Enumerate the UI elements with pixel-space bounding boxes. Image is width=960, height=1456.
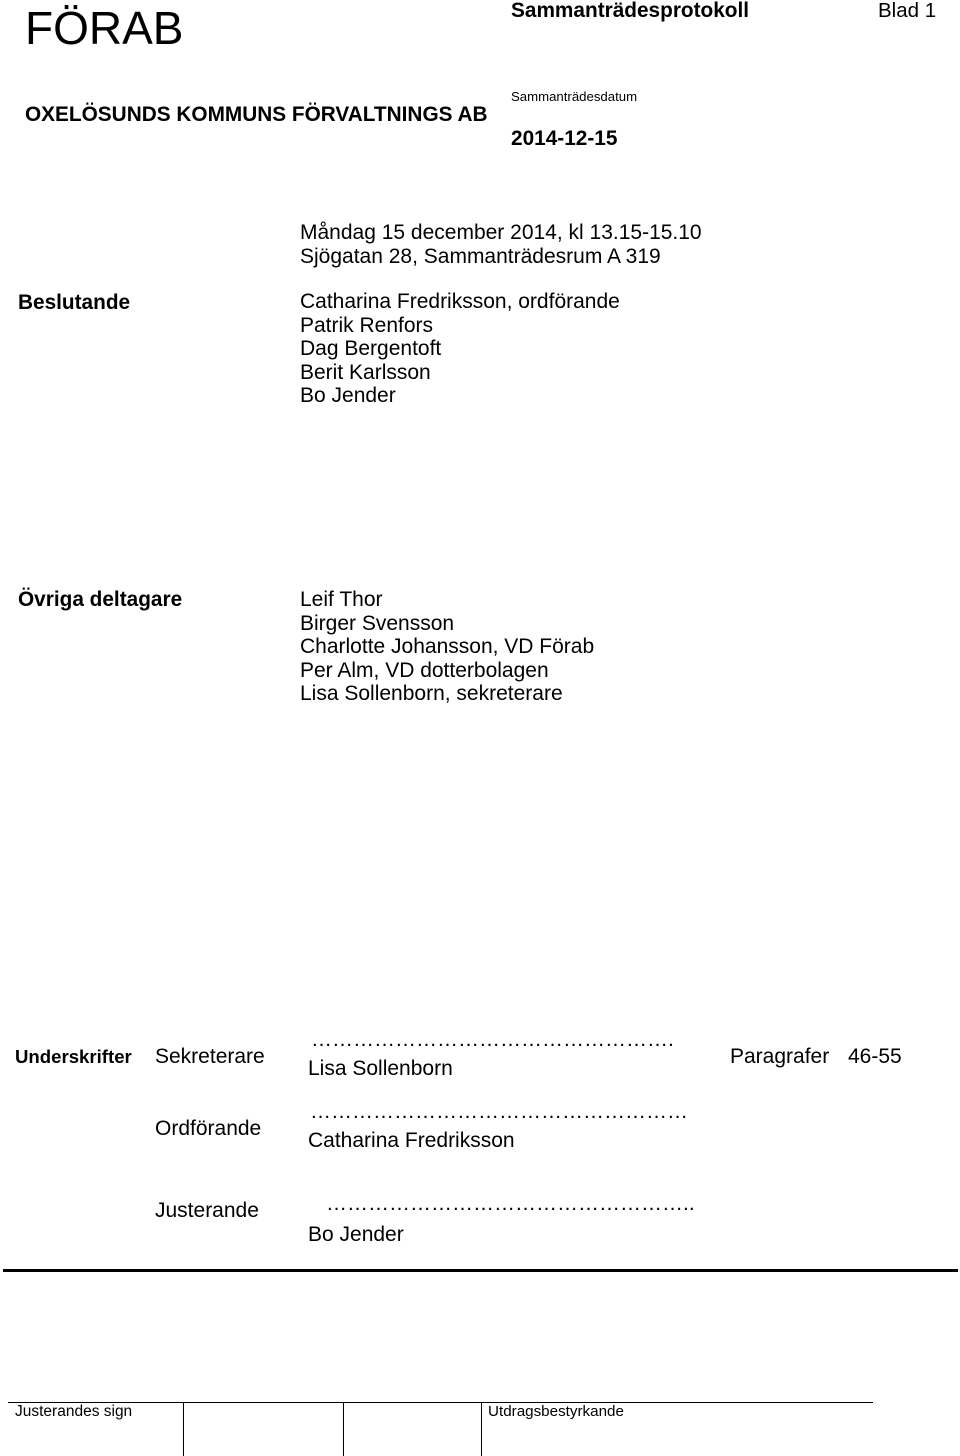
signature-line: ……………………………………………… [310, 1100, 688, 1123]
other-participant-item: Charlotte Johansson, VD Förab [300, 635, 595, 658]
paragraphs-label: Paragrafer [730, 1045, 830, 1068]
other-participant-item: Per Alm, VD dotterbolagen [300, 658, 549, 682]
page-divider [3, 1269, 958, 1272]
decision-maker-item: Bo Jender [300, 384, 396, 407]
other-participant-item: Birger Svensson [300, 611, 455, 635]
signature-name: Catharina Fredriksson [308, 1129, 515, 1152]
decision-maker-item: Catharina Fredriksson, ordförande [300, 290, 620, 313]
signature-line: ……………………………………………. [311, 1028, 674, 1051]
meeting-date-value: 2014-12-15 [511, 127, 618, 150]
footer-table-top-border [8, 1402, 873, 1403]
meeting-time-line: Måndag 15 december 2014, kl 13.15-15.10 [300, 221, 702, 244]
signature-name: Bo Jender [308, 1223, 404, 1246]
document-type-title: Sammanträdesprotokoll [511, 0, 750, 22]
signatures-label: Underskrifter [15, 1046, 132, 1067]
organization-name: OXELÖSUNDS KOMMUNS FÖRVALTNINGS AB [25, 103, 488, 126]
other-participant-item: Leif Thor [300, 588, 383, 611]
decision-maker-list [300, 290, 620, 408]
footer-cell-divider [183, 1402, 184, 1456]
meeting-date-label: Sammanträdesdatum [511, 89, 638, 104]
decision-maker-item: Dag Bergentoft [300, 337, 442, 360]
decision-maker-item: Berit Karlsson [300, 360, 431, 384]
footer-extract-label: Utdragsbestyrkande [488, 1403, 624, 1420]
footer-cell-divider [481, 1402, 482, 1456]
signature-role-label: Ordförande [155, 1117, 262, 1140]
other-participant-list [300, 588, 594, 706]
other-participant-item: Lisa Sollenborn, sekreterare [300, 682, 563, 705]
signature-role-label: Sekreterare [155, 1045, 265, 1068]
meeting-location-line: Sjögatan 28, Sammanträdesrum A 319 [300, 245, 661, 268]
org-short-name: FÖRAB [25, 2, 184, 54]
footer-sign-label: Justerandes sign [15, 1403, 133, 1420]
signature-line: …………………………………………….. [326, 1192, 695, 1215]
page-number-label: Blad 1 [878, 0, 937, 22]
other-participants-label: Övriga deltagare [18, 588, 183, 611]
signature-name: Lisa Sollenborn [308, 1057, 453, 1080]
signature-role-label: Justerande [155, 1199, 259, 1222]
footer-cell-divider [343, 1402, 344, 1456]
paragraphs-value: 46-55 [848, 1045, 902, 1068]
decision-maker-item: Patrik Renfors [300, 313, 434, 337]
decision-makers-label: Beslutande [18, 291, 131, 314]
